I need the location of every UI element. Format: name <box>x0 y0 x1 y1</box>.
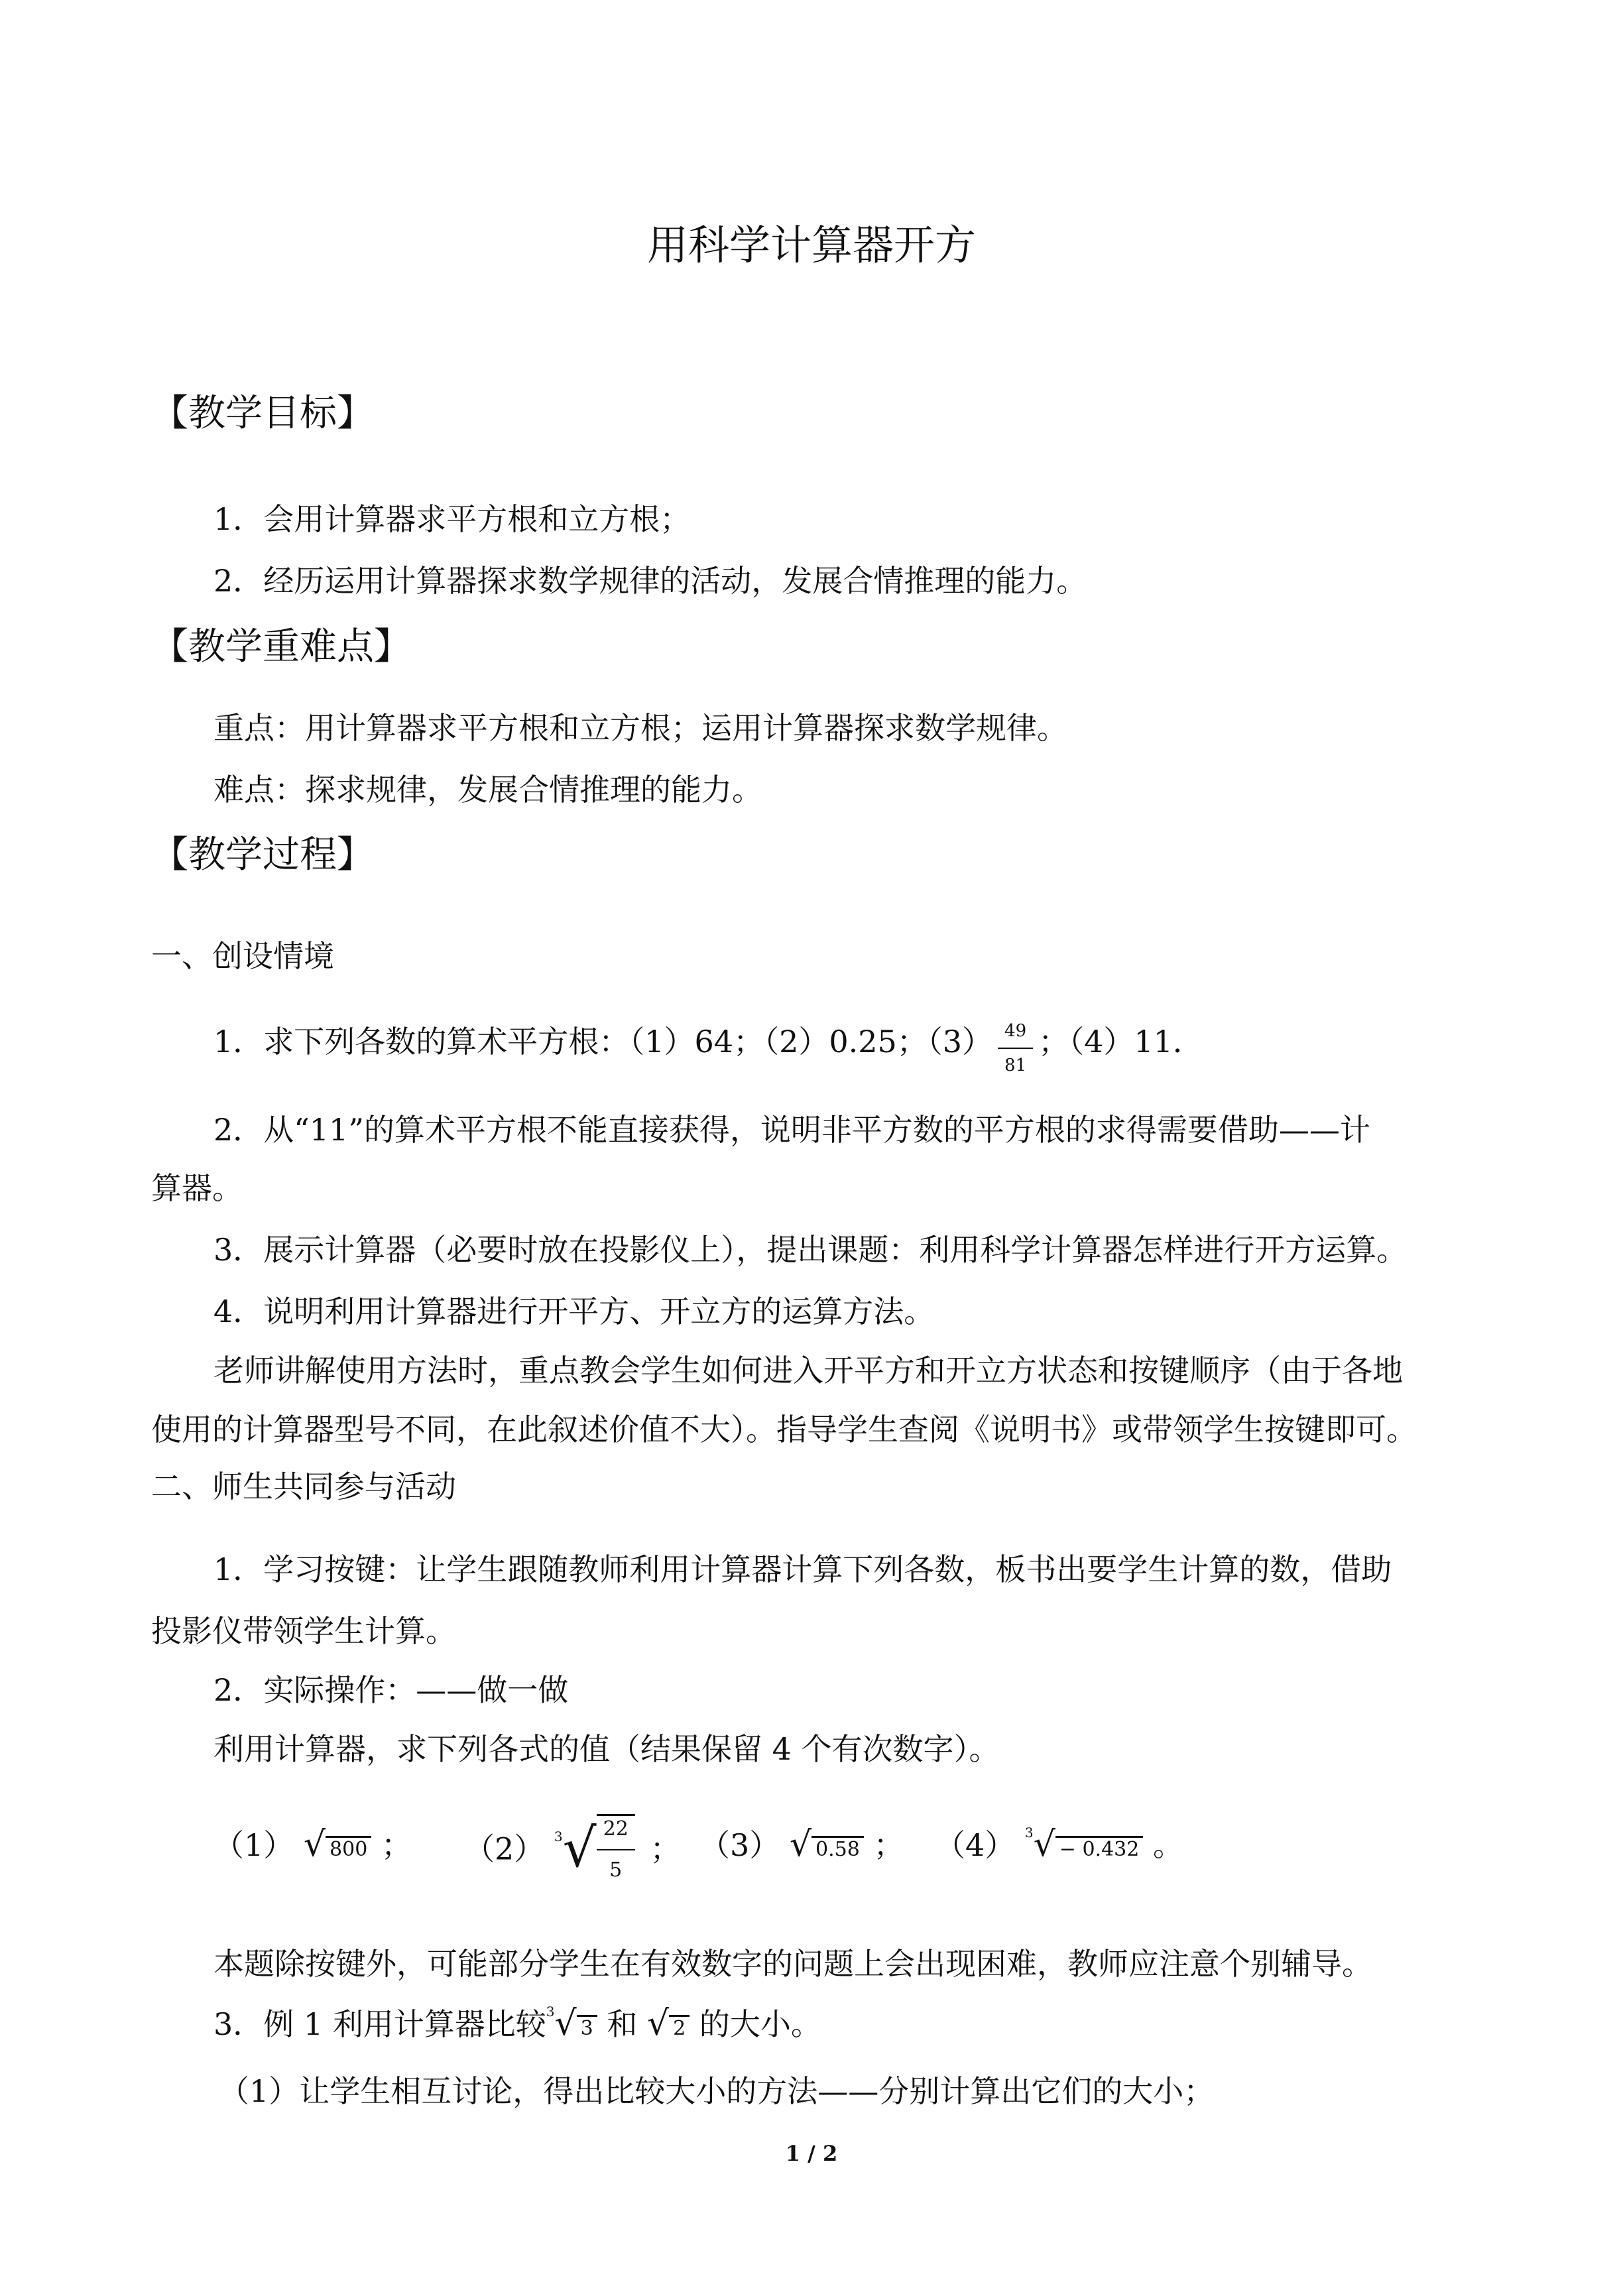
part1-item2: 2．从“11”的算术平方根不能直接获得，说明非平方数的平方根的求得需要借助——计 <box>213 1112 1370 1148</box>
root-index: 3 <box>546 2004 555 2020</box>
part1-para: 老师讲解使用方法时，重点教会学生如何进入开平方和开立方状态和按键顺序（由于各地 <box>213 1353 1403 1388</box>
radicand: 2 <box>669 2015 690 2040</box>
exercise-sep: ； <box>650 1831 681 1867</box>
part2-heading: 二、师生共同参与活动 <box>151 1469 456 1504</box>
part1-item3: 3．展示计算器（必要时放在投影仪上），提出课题：利用科学计算器怎样进行开方运算。 <box>213 1232 1408 1268</box>
keypoint-key: 重点：用计算器求平方根和立方根；运用计算器探求数学规律。 <box>213 710 1067 746</box>
sqrt-symbol: √ <box>647 2004 670 2043</box>
section-heading-process: 【教学过程】 <box>151 833 374 876</box>
keypoint-difficulty: 难点：探求规律，发展合情推理的能力。 <box>213 772 762 808</box>
radicand-fraction <box>597 1814 635 1884</box>
exercise-2 <box>464 1817 680 1886</box>
sqrt-symbol: √ <box>789 1825 812 1864</box>
page-title: 用科学计算器开方 <box>646 221 976 269</box>
exercise-4 <box>935 1825 1183 1871</box>
exercise-label: （4） <box>935 1827 1016 1863</box>
cbrt-symbol: √ <box>562 1817 597 1879</box>
exercise-sep: ； <box>381 1827 412 1863</box>
exercise-3 <box>699 1825 904 1870</box>
example-1 <box>213 2004 821 2050</box>
section-heading-keypoints: 【教学重难点】 <box>151 625 411 668</box>
exercise-label: （3） <box>699 1827 780 1863</box>
exercise-1 <box>213 1825 412 1870</box>
example-1-text: 3．例 1 利用计算器比较 <box>213 2006 546 2042</box>
fraction-numerator: 49 <box>998 1021 1033 1049</box>
section-heading-objectives: 【教学目标】 <box>151 392 374 435</box>
objective-item: 1．会用计算器求平方根和立方根； <box>213 501 691 537</box>
exercise-sep: ； <box>873 1827 904 1863</box>
radicand: 800 <box>326 1836 371 1861</box>
part1-item4: 4．说明利用计算器进行开平方、开立方的运算方法。 <box>213 1294 935 1329</box>
cbrt-symbol: √ <box>1033 1825 1055 1864</box>
part2-item2: 2．实际操作：——做一做 <box>213 1672 569 1708</box>
example-1-step1: （1）让学生相互讨论，得出比较大小的方法——分别计算出它们的大小； <box>219 2073 1215 2109</box>
fraction-numerator: 22 <box>597 1816 635 1850</box>
part1-item1-text: 1．求下列各数的算术平方根：（1）64；（2）0.25；（3） <box>213 1024 993 1059</box>
radicand: − 0.432 <box>1055 1836 1144 1861</box>
radicand: 0.58 <box>812 1836 864 1861</box>
exercise-note: 本题除按键外，可能部分学生在有效数字的问题上会出现困难，教师应注意个别辅导。 <box>213 1946 1372 1982</box>
part1-heading: 一、创设情境 <box>151 938 334 974</box>
root-index: 3 <box>554 1828 563 1844</box>
root-index: 3 <box>1024 1825 1034 1841</box>
objective-item: 2．经历运用计算器探求数学规律的活动，发展合情推理的能力。 <box>213 563 1087 599</box>
fraction-49-81 <box>998 1021 1033 1075</box>
part2-item1: 1．学习按键：让学生跟随教师利用计算器计算下列各数，板书出要学生计算的数，借助 <box>213 1551 1392 1587</box>
example-1-and: 和 <box>607 2006 638 2042</box>
page-number: 1 / 2 <box>785 2141 838 2166</box>
part1-para-cont: 使用的计算器型号不同，在此叙述价值不大）。指导学生查阅《说明书》或带领学生按键即可。 <box>151 1412 1417 1447</box>
exercise-sep: 。 <box>1152 1827 1183 1863</box>
fraction-denominator: 5 <box>609 1858 623 1882</box>
part2-item2-desc: 利用计算器，求下列各式的值（结果保留 4 个有次数字）。 <box>213 1731 1000 1767</box>
part1-item1-end: ；（4）11． <box>1038 1024 1203 1059</box>
radicand: 3 <box>577 2015 597 2040</box>
part2-item1-cont: 投影仪带领学生计算。 <box>151 1613 456 1649</box>
exercise-label: （1） <box>213 1827 294 1863</box>
cbrt-symbol: √ <box>554 2004 577 2043</box>
part1-item1 <box>213 1017 1203 1075</box>
example-1-end: 的大小。 <box>699 2006 821 2042</box>
fraction-denominator: 81 <box>1004 1056 1027 1075</box>
sqrt-symbol: √ <box>303 1825 326 1864</box>
part1-item2-cont: 算器。 <box>151 1170 243 1206</box>
exercise-label: （2） <box>464 1831 545 1867</box>
